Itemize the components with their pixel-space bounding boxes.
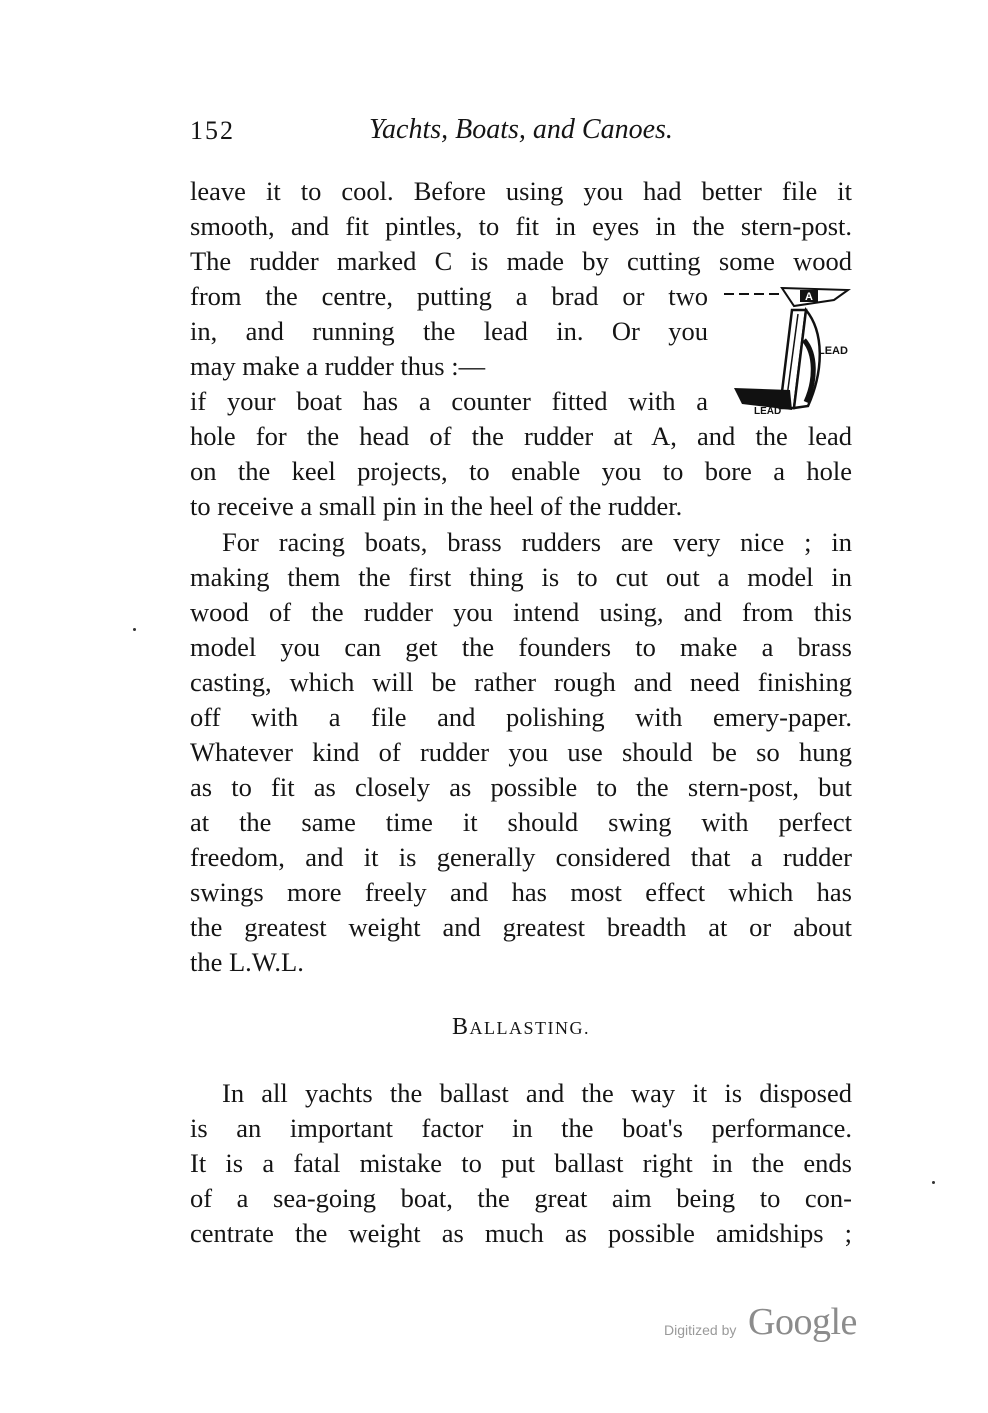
text-line: at the same time it should swing with perfect (190, 807, 852, 837)
digitized-watermark (664, 1300, 864, 1350)
text-line: leave it to cool. Before using you had better file it (190, 176, 852, 206)
label-lead-right: LEAD (818, 345, 848, 357)
text-line: centrate the weight as much as possible amidships ; (190, 1218, 852, 1248)
text-line: casting, which will be rather rough and need finishing (190, 667, 852, 697)
text-line: may make a rudder thus :— (190, 351, 486, 381)
text-line: In all yachts the ballast and the way it is disposed (222, 1078, 852, 1108)
page-number: 152 (190, 116, 235, 145)
text-line: off with a file and polishing with emery-paper. (190, 702, 852, 732)
heading-initial: B (451, 1014, 470, 1040)
watermark-prefix: Digitized by (664, 1322, 737, 1338)
text-line: It is a fatal mistake to put ballast right in the ends (190, 1148, 852, 1178)
text-line: swings more freely and has most effect which has (190, 877, 852, 907)
text-line: to receive a small pin in the heel of the rudder. (190, 491, 683, 521)
running-title: Yachts, Boats, and Canoes. (369, 114, 673, 145)
text-line: For racing boats, brass rudders are very nice ; in (222, 527, 852, 557)
text-line: the greatest weight and greatest breadth at or about (190, 912, 852, 942)
text-line: wood of the rudder you intend using, and from this (190, 597, 852, 627)
page-header (190, 112, 852, 152)
heading-rest: ALLASTING. (469, 1018, 590, 1038)
text-line: is an important factor in the boat's performance. (190, 1113, 852, 1143)
text-line: the L.W.L. (190, 947, 304, 977)
paragraph-brass-rudders (190, 525, 852, 980)
label-a: A (805, 291, 813, 303)
text-line: hole for the head of the rudder at A, and the lead (190, 421, 852, 451)
watermark-brand: Google (748, 1301, 857, 1343)
rudder-figure (720, 280, 860, 420)
paragraph-ballasting (190, 1076, 852, 1251)
text-line: from the centre, putting a brad or two (190, 281, 708, 311)
print-speck (133, 628, 136, 631)
text-line: Whatever kind of rudder you use should be so hung (190, 737, 852, 767)
text-line: freedom, and it is generally considered that a rudder (190, 842, 852, 872)
text-line: smooth, and fit pintles, to fit in eyes in the stern-post. (190, 211, 852, 241)
text-line: of a sea-going boat, the great aim being to con- (190, 1183, 852, 1213)
text-line: The rudder marked C is made by cutting some wood (190, 246, 852, 276)
text-line: on the keel projects, to enable you to bore a hole (190, 456, 852, 486)
print-speck (932, 1181, 935, 1184)
text-line: if your boat has a counter fitted with a (190, 386, 708, 416)
text-line: model you can get the founders to make a brass (190, 632, 852, 662)
text-line: in, and running the lead in. Or you (190, 316, 708, 346)
text-line: as to fit as closely as possible to the stern-post, but (190, 772, 852, 802)
label-lead-bottom: LEAD (754, 406, 782, 417)
text-line: making them the first thing is to cut out a model in (190, 562, 852, 592)
section-heading-ballasting (190, 1014, 852, 1041)
